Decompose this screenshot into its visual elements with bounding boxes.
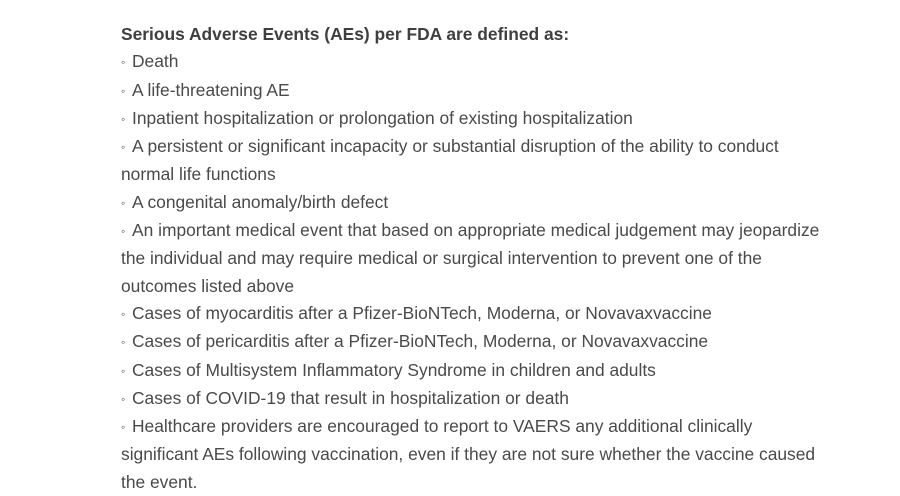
list-item-text: Death — [132, 51, 179, 72]
list-item-text: Healthcare providers are encouraged to report to VAERS any additional clinically significant AEs following vaccination, even if they are not sure whether the vaccine caused the event. — [121, 416, 816, 492]
bullet-icon: ◦ — [121, 335, 126, 350]
document-heading: Serious Adverse Events (AEs) per FDA are defined as: — [121, 24, 570, 44]
bullet-icon: ◦ — [121, 420, 126, 435]
list-item-text: Cases of pericarditis after a Pfizer-BioNTech, Moderna, or Novavaxvaccine — [132, 331, 709, 352]
list-item — [121, 133, 821, 189]
list-item-text: Inpatient hospitalization or prolongation of existing hospitalization — [132, 107, 633, 128]
list-item-text: A life-threatening AE — [132, 79, 290, 100]
bullet-icon: ◦ — [121, 391, 126, 406]
document-body — [121, 21, 821, 496]
bullet-icon: ◦ — [121, 55, 126, 70]
list-item-text: An important medical event that based on appropriate medical judgement may jeopardize the individual and may require medical or surgical intervention to prevent one of the outcomes listed above — [121, 220, 820, 296]
bullet-icon: ◦ — [121, 195, 126, 210]
list-item — [121, 189, 821, 217]
list-item — [121, 77, 821, 105]
list-item — [121, 105, 821, 133]
list-item — [121, 357, 821, 385]
list-item — [121, 48, 821, 76]
bullet-icon: ◦ — [121, 83, 126, 98]
list-item — [121, 328, 821, 356]
list-item-text: A congenital anomaly/birth defect — [132, 191, 389, 212]
list-item-text: Cases of COVID-19 that result in hospitalization or death — [132, 387, 569, 408]
bullet-icon: ◦ — [121, 140, 126, 155]
bullet-icon: ◦ — [121, 111, 126, 126]
list-item-text: Cases of myocarditis after a Pfizer-BioNTech, Moderna, or Novavaxvaccine — [132, 302, 712, 323]
list-item-text: A persistent or significant incapacity or substantial disruption of the ability to conduct normal life functions — [121, 136, 779, 185]
list-item — [121, 385, 821, 413]
list-item-text: Cases of Multisystem Inflammatory Syndrome in children and adults — [132, 359, 656, 380]
list-item — [121, 300, 821, 328]
bullet-icon: ◦ — [121, 363, 126, 378]
bullet-icon: ◦ — [121, 224, 126, 239]
list-item — [121, 413, 821, 496]
list-item — [121, 217, 821, 300]
bullet-icon: ◦ — [121, 306, 126, 321]
serious-ae-criteria-list — [121, 48, 821, 496]
